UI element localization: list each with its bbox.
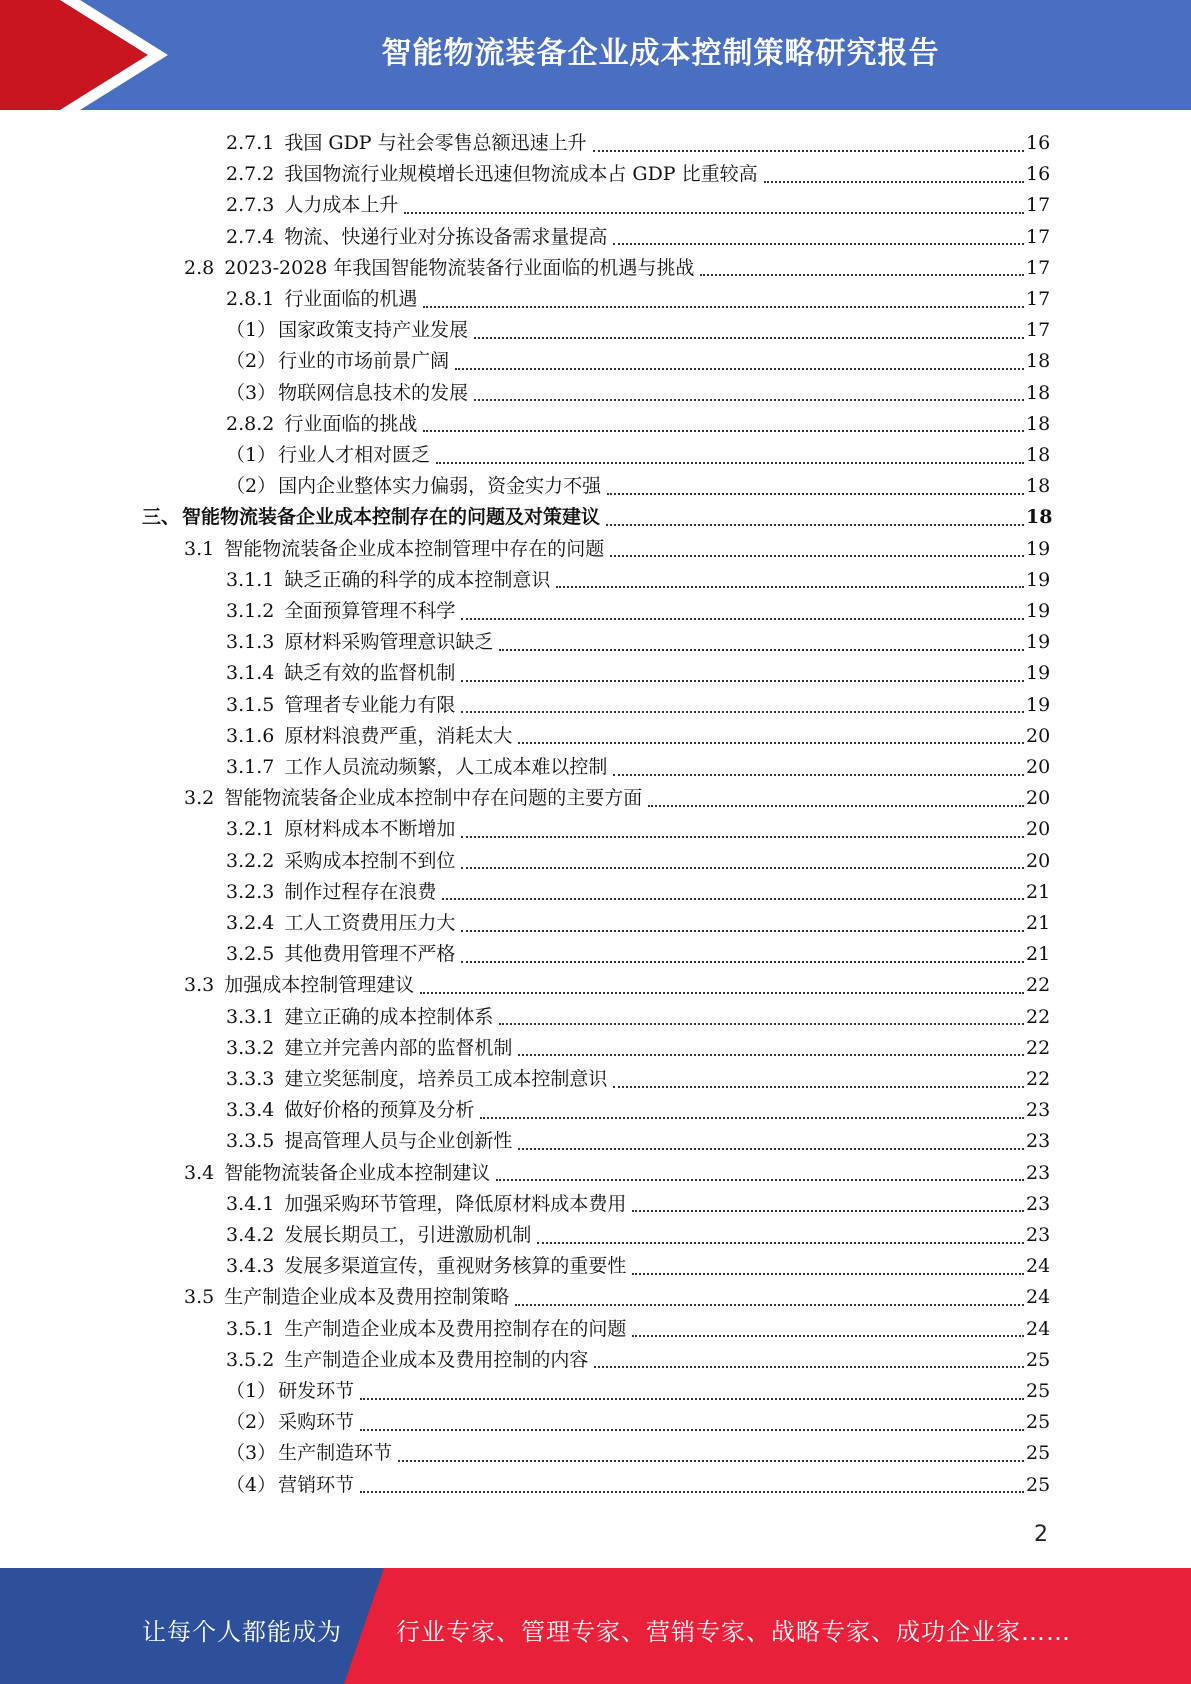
toc-entry-number: 3.1.7 <box>226 756 275 778</box>
toc-leader-dots <box>632 1273 1024 1275</box>
toc-entry-page: 19 <box>1026 537 1051 560</box>
toc-entry-number: 3.2.3 <box>226 880 275 903</box>
toc-leader-dots <box>556 586 1024 588</box>
toc-entry-page: 25 <box>1026 1411 1051 1434</box>
toc-entry-title: 智能物流装备企业成本控制存在的问题及对策建议 <box>182 506 601 529</box>
toc-leader-dots <box>518 1054 1024 1056</box>
toc-entry-title: 生产制造企业成本及费用控制的内容 <box>284 1348 589 1371</box>
toc-entry-page: 18 <box>1026 475 1051 498</box>
toc-entry-number: 3.5.2 <box>226 1348 275 1371</box>
toc-entry[interactable] <box>184 1282 1051 1313</box>
toc-entry[interactable] <box>226 814 1051 845</box>
toc-entry-title: 国家政策支持产业发展 <box>278 319 469 342</box>
toc-leader-dots <box>764 181 1024 183</box>
toc-entry[interactable] <box>226 1189 1051 1220</box>
toc-leader-dots <box>420 992 1024 994</box>
toc-leader-dots <box>607 493 1024 495</box>
toc-entry-title: 建立并完善内部的监督机制 <box>284 1036 513 1059</box>
toc-entry-page: 20 <box>1026 724 1051 747</box>
toc-leader-dots <box>461 867 1024 869</box>
toc-entry-page: 17 <box>1026 288 1051 310</box>
toc-entry-number: 3.3.2 <box>226 1036 275 1059</box>
toc-entry-number: （3） <box>226 381 277 404</box>
toc-entry-title: 工作人员流动频繁，人工成本难以控制 <box>284 756 608 778</box>
toc-entry-number: 2.7.2 <box>226 163 275 186</box>
toc-entry-page: 19 <box>1026 631 1051 654</box>
toc-entry-page: 23 <box>1026 1099 1051 1122</box>
toc-leader-dots <box>537 1242 1024 1244</box>
toc-entry-page: 20 <box>1026 787 1051 810</box>
page-number: 2 <box>1034 1522 1048 1547</box>
toc-entry[interactable] <box>226 690 1051 721</box>
toc-leader-dots <box>461 961 1024 963</box>
toc-leader-dots <box>518 1148 1024 1150</box>
toc-entry-number: 3.1 <box>184 537 215 560</box>
toc-entry-number: 3.1.5 <box>226 693 275 716</box>
toc-entry-title: 工人工资费用压力大 <box>284 912 456 934</box>
toc-entry-page: 18 <box>1026 412 1051 435</box>
toc-entry-number: 3.2.4 <box>226 912 275 934</box>
toc-entry-title: 管理者专业能力有限 <box>284 693 456 716</box>
toc-entry-title: 采购环节 <box>278 1411 355 1434</box>
toc-entry-page: 20 <box>1026 756 1051 778</box>
toc-entry[interactable] <box>226 658 1051 689</box>
toc-entry[interactable] <box>184 970 1051 1001</box>
toc-entry[interactable] <box>226 877 1051 908</box>
footer-slogan-left: 让每个人都能成为 <box>142 1618 342 1646</box>
toc-entry[interactable] <box>226 222 1051 253</box>
toc-entry-page: 25 <box>1026 1442 1051 1465</box>
toc-leader-dots <box>360 1429 1024 1431</box>
toc-entry-number: 3.3.3 <box>226 1068 275 1090</box>
toc-entry-page: 20 <box>1026 818 1051 841</box>
toc-entry-page: 25 <box>1026 1473 1051 1496</box>
toc-leader-dots <box>360 1491 1024 1493</box>
toc-entry-number: 3.3.1 <box>226 1005 275 1028</box>
toc-entry[interactable] <box>226 627 1051 658</box>
toc-entry[interactable] <box>226 409 1051 440</box>
toc-entry-page: 23 <box>1026 1161 1051 1184</box>
toc-entry[interactable] <box>226 346 1051 377</box>
toc-entry-page: 24 <box>1026 1317 1051 1340</box>
toc-entry-number: 3.1.1 <box>226 568 275 591</box>
toc-leader-dots <box>499 1023 1024 1025</box>
toc-entry-title: 行业面临的机遇 <box>284 288 418 310</box>
toc-entry-title: 生产制造企业成本及费用控制存在的问题 <box>284 1317 627 1340</box>
toc-entry[interactable] <box>226 846 1051 877</box>
toc-entry-page: 23 <box>1026 1192 1051 1215</box>
toc-leader-dots <box>610 555 1024 557</box>
toc-leader-dots <box>474 399 1024 401</box>
toc-entry-title: 智能物流装备企业成本控制建议 <box>224 1161 491 1184</box>
toc-leader-dots <box>515 1304 1024 1306</box>
toc-entry[interactable] <box>226 939 1051 970</box>
toc-leader-dots <box>360 1398 1024 1400</box>
toc-entry-title: 其他费用管理不严格 <box>284 943 456 966</box>
toc-entry-title: 加强成本控制管理建议 <box>224 974 415 997</box>
toc-entry-number: 3.3 <box>184 974 215 997</box>
toc-entry-page: 22 <box>1026 1005 1051 1028</box>
toc-entry-number: 3.1.3 <box>226 631 275 654</box>
toc-entry-page: 18 <box>1026 350 1051 373</box>
toc-entry-page: 19 <box>1026 693 1051 716</box>
footer-banner <box>0 1568 1191 1684</box>
toc-leader-dots <box>518 742 1024 744</box>
toc-leader-dots <box>594 1366 1024 1368</box>
toc-entry[interactable] <box>184 253 1051 284</box>
toc-entry[interactable] <box>226 1095 1051 1126</box>
toc-entry[interactable] <box>226 1220 1051 1251</box>
toc-entry-number: （1） <box>226 444 277 466</box>
toc-entry-title: 建立正确的成本控制体系 <box>284 1005 494 1028</box>
toc-entry[interactable] <box>226 1345 1051 1376</box>
toc-entry-page: 21 <box>1026 880 1051 903</box>
toc-entry-title: 智能物流装备企业成本控制管理中存在的问题 <box>224 537 605 560</box>
toc-entry-page: 21 <box>1026 912 1051 934</box>
toc-entry-page: 18 <box>1026 506 1053 529</box>
toc-entry-number: 2.8.1 <box>226 288 275 310</box>
toc-entry[interactable] <box>226 1470 1051 1501</box>
toc-leader-dots <box>613 1086 1024 1088</box>
toc-entry-number: 3.4.1 <box>226 1192 275 1215</box>
toc-leader-dots <box>613 243 1024 245</box>
toc-entry-number: 三、 <box>142 506 181 529</box>
toc-entry-page: 17 <box>1026 319 1051 342</box>
toc-entry[interactable] <box>226 159 1051 190</box>
toc-entry-page: 22 <box>1026 1036 1051 1059</box>
toc-entry-title: 2023-2028 年我国智能物流装备行业面临的机遇与挑战 <box>224 256 695 279</box>
toc-entry-number: 3.5 <box>184 1286 215 1309</box>
toc-leader-dots <box>461 930 1024 932</box>
toc-entry-title: 物流、快递行业对分拣设备需求量提高 <box>284 225 608 248</box>
toc-entry[interactable] <box>226 596 1051 627</box>
toc-leader-dots <box>461 680 1024 682</box>
toc-entry-page: 23 <box>1026 1130 1051 1153</box>
toc-entry-title: 发展长期员工，引进激励机制 <box>284 1224 532 1246</box>
toc-leader-dots <box>423 306 1024 308</box>
toc-leader-dots <box>461 618 1024 620</box>
toc-entry-title: 生产制造企业成本及费用控制策略 <box>224 1286 510 1309</box>
toc-entry-number: （3） <box>226 1442 277 1465</box>
toc-entry[interactable] <box>226 1002 1051 1033</box>
toc-entry[interactable] <box>226 315 1051 346</box>
toc-entry-number: 3.5.1 <box>226 1317 275 1340</box>
toc-entry[interactable] <box>142 502 1053 533</box>
footer-slogan-right: 行业专家、管理专家、营销专家、战略专家、成功企业家…… <box>396 1618 1071 1646</box>
toc-entry-page: 17 <box>1026 194 1051 217</box>
toc-entry-number: 3.2.1 <box>226 818 275 841</box>
toc-entry-title: 制作过程存在浪费 <box>284 880 437 903</box>
toc-entry-title: 营销环节 <box>278 1473 355 1496</box>
toc-entry-number: 3.4.2 <box>226 1224 275 1246</box>
toc-entry-number: 3.4 <box>184 1161 215 1184</box>
toc-entry-page: 24 <box>1026 1286 1051 1309</box>
toc-entry[interactable] <box>226 565 1051 596</box>
toc-leader-dots <box>613 774 1024 776</box>
toc-entry-number: （1） <box>226 319 277 342</box>
header-banner <box>0 0 1191 110</box>
toc-entry-page: 20 <box>1026 849 1051 872</box>
toc-entry-number: 3.2.2 <box>226 849 275 872</box>
toc-entry-title: 缺乏正确的科学的成本控制意识 <box>284 568 551 591</box>
toc-entry[interactable] <box>184 783 1051 814</box>
toc-entry-title: 人力成本上升 <box>284 194 399 217</box>
toc-entry-number: 3.1.6 <box>226 724 275 747</box>
toc-leader-dots <box>442 898 1024 900</box>
toc-entry-title: 智能物流装备企业成本控制中存在问题的主要方面 <box>224 787 643 810</box>
toc-entry-number: 3.1.2 <box>226 600 275 622</box>
toc-entry-title: 发展多渠道宣传，重视财务核算的重要性 <box>284 1255 627 1278</box>
toc-entry[interactable] <box>184 534 1051 565</box>
toc-entry-page: 23 <box>1026 1224 1051 1246</box>
toc-entry[interactable] <box>226 908 1051 939</box>
toc-entry-number: （1） <box>226 1380 277 1402</box>
toc-leader-dots <box>496 1179 1024 1181</box>
toc-leader-dots <box>648 805 1024 807</box>
toc-entry[interactable] <box>226 1064 1051 1095</box>
toc-entry-title: 加强采购环节管理，降低原材料成本费用 <box>284 1192 627 1215</box>
toc-entry-number: 3.2.5 <box>226 943 275 966</box>
toc-entry[interactable] <box>226 378 1051 409</box>
toc-entry[interactable] <box>226 440 1051 471</box>
toc-entry-title: 建立奖惩制度，培养员工成本控制意识 <box>284 1068 608 1090</box>
toc-entry-title: 行业面临的挑战 <box>284 412 418 435</box>
toc-entry-title: 做好价格的预算及分析 <box>284 1099 475 1122</box>
toc-leader-dots <box>593 150 1024 152</box>
toc-entry-number: （2） <box>226 1411 277 1434</box>
toc-entry[interactable] <box>226 1251 1051 1282</box>
toc-leader-dots <box>474 337 1024 339</box>
toc-entry-page: 24 <box>1026 1255 1051 1278</box>
toc-leader-dots <box>480 1117 1024 1119</box>
toc-leader-dots <box>455 368 1024 370</box>
toc-entry-title: 生产制造环节 <box>278 1442 393 1465</box>
toc-entry-number: 2.7.1 <box>226 132 275 154</box>
toc-entry-number: （4） <box>226 1473 277 1496</box>
toc-entry[interactable] <box>226 471 1051 502</box>
toc-entry[interactable] <box>226 1314 1051 1345</box>
toc-entry[interactable] <box>226 1126 1051 1157</box>
toc-entry-title: 采购成本控制不到位 <box>284 849 456 872</box>
toc-entry-number: 3.2 <box>184 787 215 810</box>
toc-entry-number: 2.7.3 <box>226 194 275 217</box>
toc-entry-page: 21 <box>1026 943 1051 966</box>
toc-entry-number: （2） <box>226 350 277 373</box>
toc-entry-title: 原材料采购管理意识缺乏 <box>284 631 494 654</box>
toc-leader-dots <box>606 524 1024 526</box>
report-title: 智能物流装备企业成本控制策略研究报告 <box>381 36 940 71</box>
toc-entry[interactable] <box>226 128 1051 159</box>
toc-entry-title: 研发环节 <box>278 1380 355 1402</box>
toc-entry[interactable] <box>226 1033 1051 1064</box>
toc-leader-dots <box>461 711 1024 713</box>
toc-entry-title: 国内企业整体实力偏弱，资金实力不强 <box>278 475 602 498</box>
toc-entry-title: 提高管理人员与企业创新性 <box>284 1130 513 1153</box>
toc-entry[interactable] <box>226 284 1051 315</box>
toc-entry-title: 我国物流行业规模增长迅速但物流成本占 GDP 比重较高 <box>284 163 758 186</box>
toc-leader-dots <box>499 649 1024 651</box>
toc-entry-number: 3.1.4 <box>226 662 275 685</box>
toc-entry-page: 22 <box>1026 974 1051 997</box>
toc-entry[interactable] <box>226 1376 1051 1407</box>
toc-entry-page: 19 <box>1026 600 1051 622</box>
toc-entry-page: 19 <box>1026 662 1051 685</box>
toc-entry-page: 17 <box>1026 256 1051 279</box>
toc-leader-dots <box>461 836 1024 838</box>
toc-entry-number: （2） <box>226 475 277 498</box>
toc-entry-number: 2.8.2 <box>226 412 275 435</box>
toc-leader-dots <box>436 462 1024 464</box>
toc-entry-page: 22 <box>1026 1068 1051 1090</box>
toc-entry-page: 16 <box>1026 163 1051 186</box>
toc-entry-page: 19 <box>1026 568 1051 591</box>
toc-entry-title: 缺乏有效的监督机制 <box>284 662 456 685</box>
toc-entry-title: 物联网信息技术的发展 <box>278 381 469 404</box>
toc-entry[interactable] <box>226 752 1051 783</box>
toc-entry[interactable] <box>226 190 1051 221</box>
toc-entry-page: 16 <box>1026 132 1051 154</box>
toc-entry-number: 3.3.4 <box>226 1099 275 1122</box>
toc-entry[interactable] <box>226 1407 1051 1438</box>
toc-entry-title: 行业人才相对匮乏 <box>278 444 431 466</box>
toc-leader-dots <box>632 1210 1024 1212</box>
toc-leader-dots <box>700 274 1024 276</box>
toc-entry-title: 原材料成本不断增加 <box>284 818 456 841</box>
toc-entry-page: 25 <box>1026 1348 1051 1371</box>
toc-entry[interactable] <box>226 721 1051 752</box>
toc-entry-title: 我国 GDP 与社会零售总额迅速上升 <box>284 132 587 154</box>
toc-leader-dots <box>423 430 1024 432</box>
toc-entry-title: 全面预算管理不科学 <box>284 600 456 622</box>
toc-entry[interactable] <box>226 1438 1051 1469</box>
toc-entry-number: 2.8 <box>184 256 215 279</box>
toc-entry-page: 25 <box>1026 1380 1051 1402</box>
toc-leader-dots <box>632 1335 1024 1337</box>
toc-entry[interactable] <box>184 1158 1051 1189</box>
toc-entry-title: 行业的市场前景广阔 <box>278 350 450 373</box>
toc-leader-dots <box>398 1460 1024 1462</box>
toc-entry-title: 原材料浪费严重，消耗太大 <box>284 724 513 747</box>
toc-entry-page: 18 <box>1026 381 1051 404</box>
toc-entry-page: 17 <box>1026 225 1051 248</box>
toc-entry-number: 3.4.3 <box>226 1255 275 1278</box>
toc-entry-number: 3.3.5 <box>226 1130 275 1153</box>
toc-leader-dots <box>404 212 1024 214</box>
toc-entry-page: 18 <box>1026 444 1051 466</box>
toc-entry-number: 2.7.4 <box>226 225 275 248</box>
